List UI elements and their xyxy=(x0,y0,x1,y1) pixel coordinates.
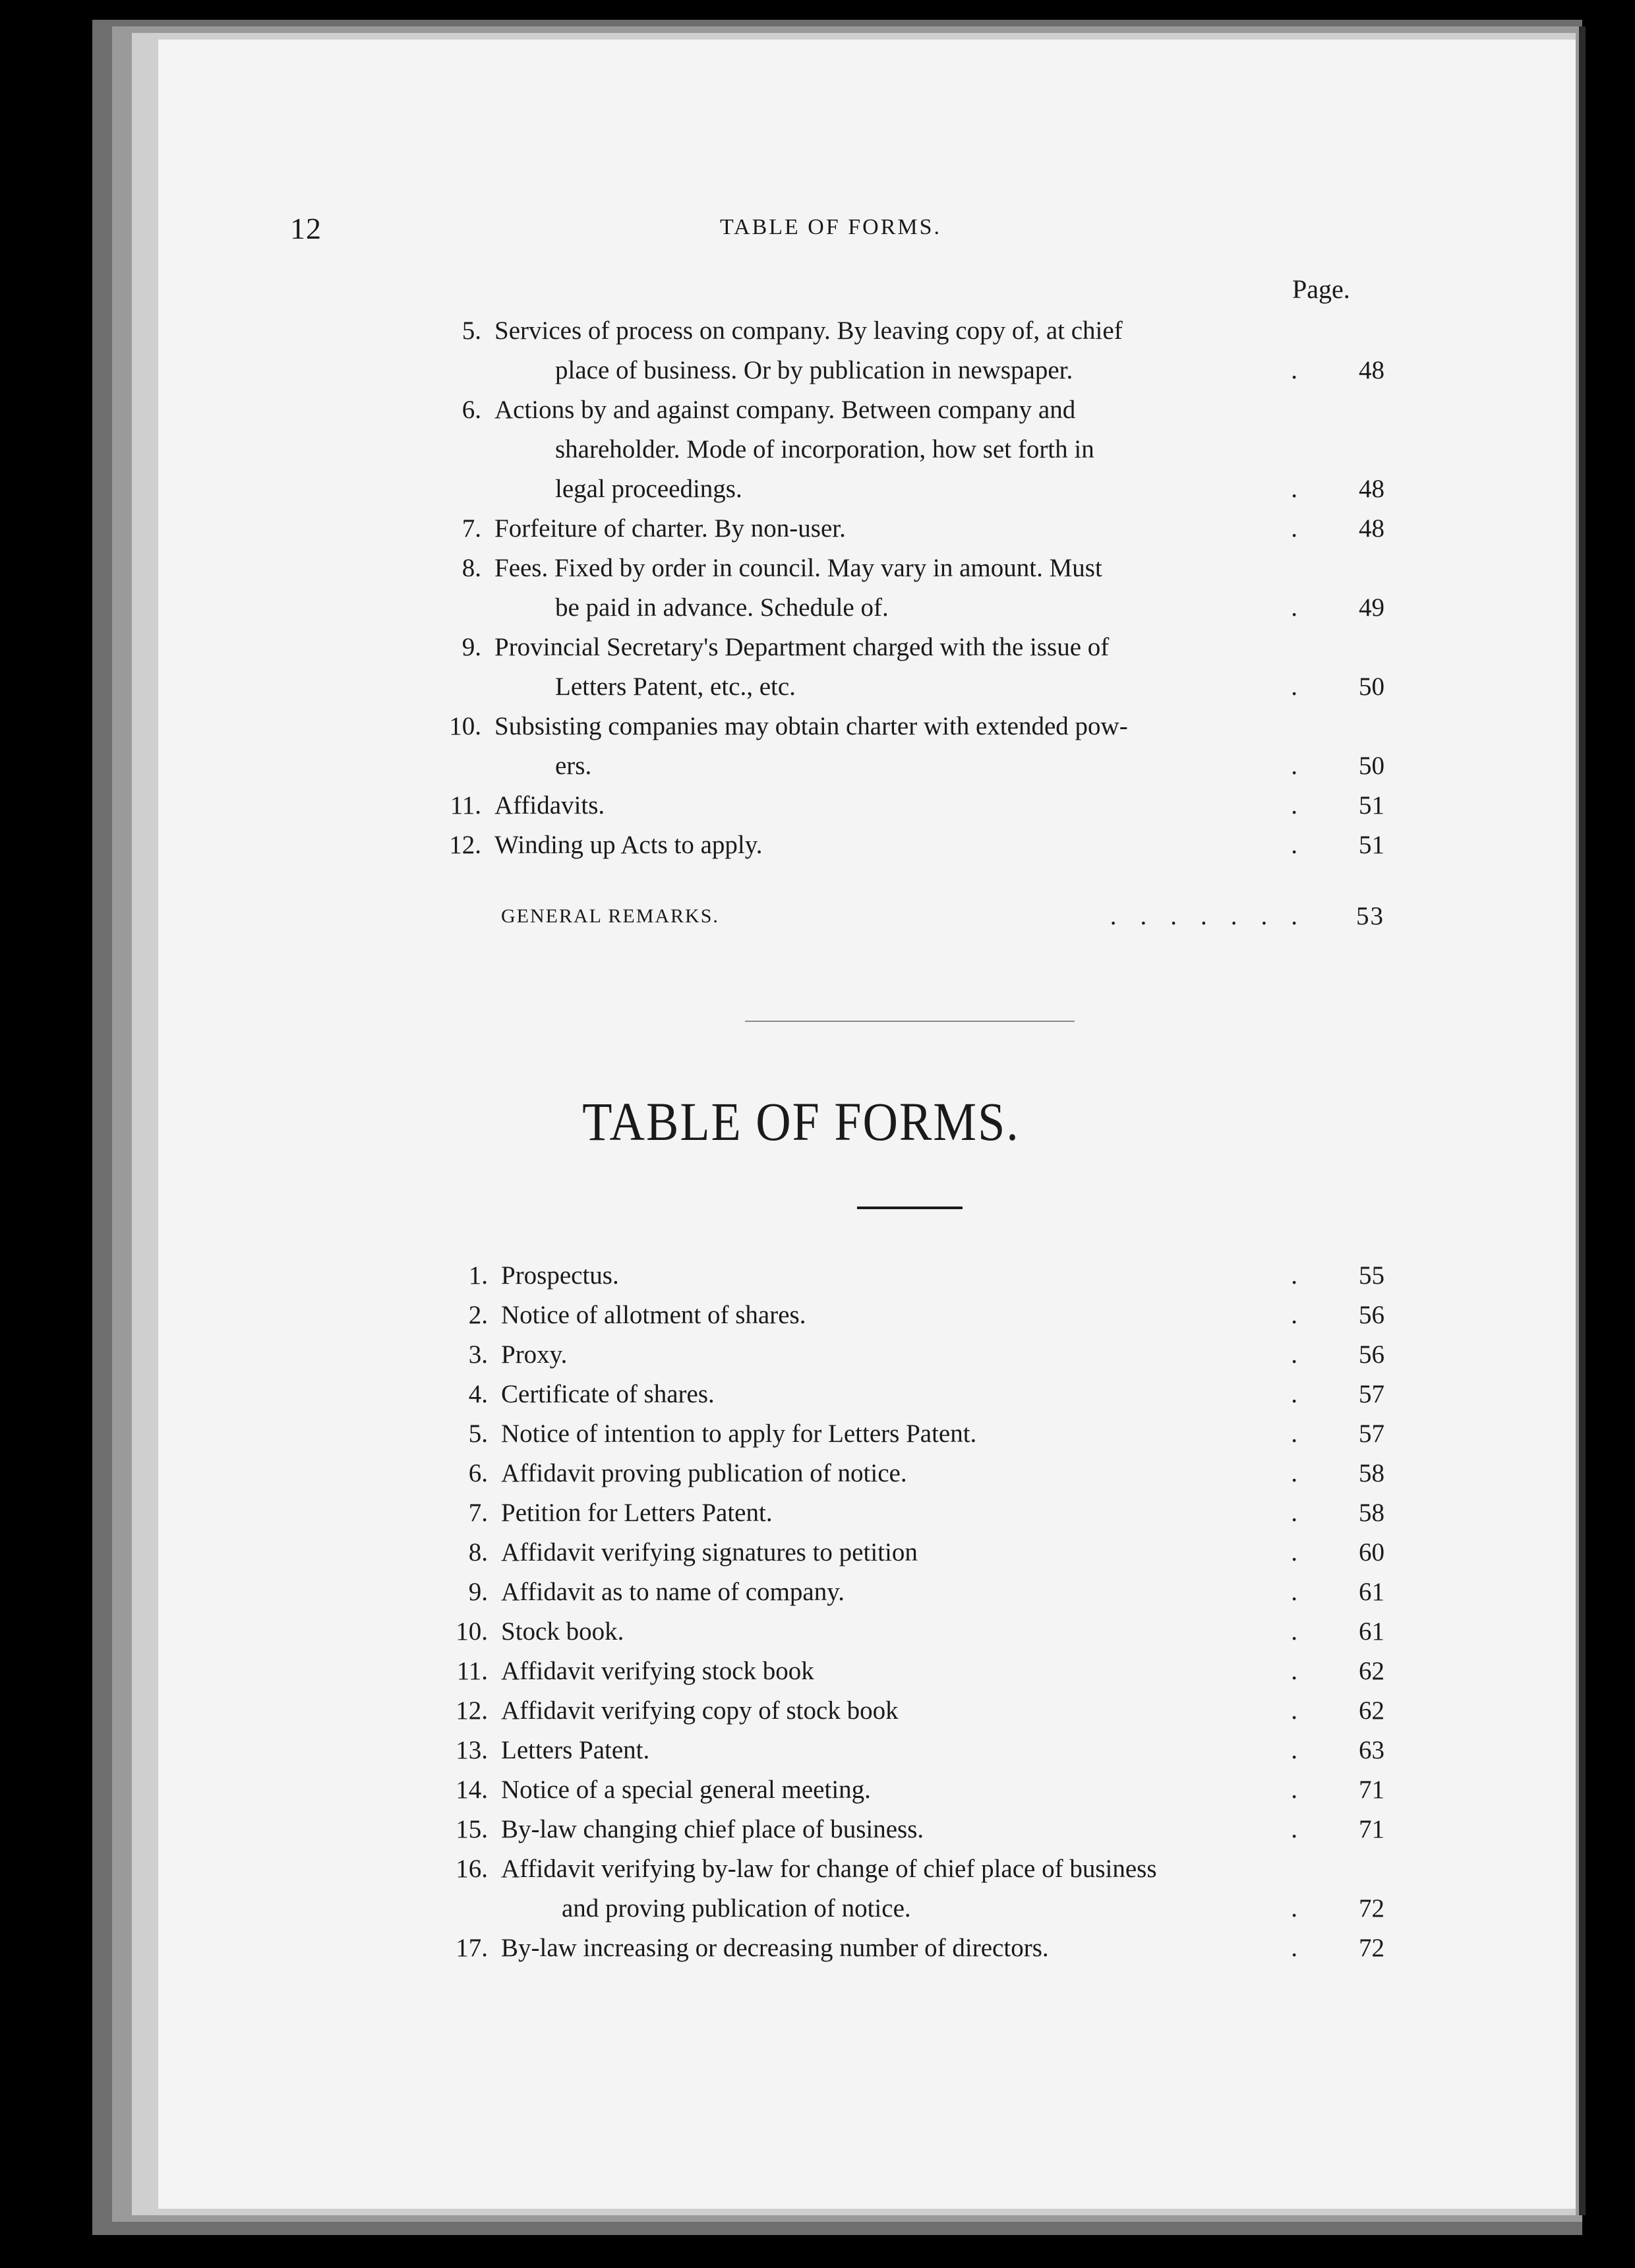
entry-line xyxy=(494,588,1384,628)
entry-text: Notice of allotment of shares. xyxy=(501,1301,806,1329)
entry-text: Affidavit verifying copy of stock book xyxy=(501,1696,899,1725)
contents-entry xyxy=(461,509,1384,549)
section-divider xyxy=(745,1021,1075,1022)
page-ref: 72 xyxy=(1359,1894,1384,1923)
dot-leader: . xyxy=(1291,1894,1321,1923)
page-ref: 51 xyxy=(1359,831,1384,859)
entry-line xyxy=(468,1335,1384,1375)
form-entry xyxy=(456,1770,1384,1810)
page-ref: 58 xyxy=(1359,1499,1384,1527)
entry-line xyxy=(461,628,1384,667)
entry-number: 16. xyxy=(456,1855,488,1883)
entry-number: 5. xyxy=(468,1419,488,1448)
page-ref: 60 xyxy=(1359,1538,1384,1567)
page-ref: 48 xyxy=(1359,514,1384,543)
entry-line xyxy=(461,509,1384,549)
entry-line xyxy=(456,1731,1384,1770)
entry-number: 10. xyxy=(449,712,481,740)
entry-text: Stock book. xyxy=(501,1617,624,1646)
dot-leader: . xyxy=(1291,1261,1321,1290)
dot-leader: . xyxy=(1291,1340,1321,1369)
dot-leader: . xyxy=(1291,1736,1321,1764)
entry-text: Affidavits. xyxy=(494,791,605,820)
general-remarks-label: GENERAL REMARKS. xyxy=(501,905,719,927)
entry-line xyxy=(461,549,1384,588)
page-ref: 57 xyxy=(1359,1380,1384,1408)
page-ref: 71 xyxy=(1359,1776,1384,1804)
scan-border xyxy=(1579,26,1586,2215)
dot-leader: . xyxy=(1291,1696,1321,1725)
entry-number: 9. xyxy=(468,1578,488,1606)
page-ref: 51 xyxy=(1359,791,1384,820)
entry-line xyxy=(468,1375,1384,1414)
dot-leader: . xyxy=(1291,593,1321,622)
dot-leader: . xyxy=(1291,1419,1321,1448)
form-entry xyxy=(456,1612,1384,1652)
entry-text: Subsisting companies may obtain charter with extended pow- xyxy=(494,712,1128,740)
entry-text: Petition for Letters Patent. xyxy=(501,1499,773,1527)
forms-list xyxy=(456,1256,1384,1968)
dot-leader: . xyxy=(1291,1301,1321,1329)
form-entry xyxy=(468,1414,1384,1454)
entry-text: Notice of intention to apply for Letters Patent. xyxy=(501,1419,977,1448)
entry-line xyxy=(468,1493,1384,1533)
form-entry xyxy=(456,1928,1384,1968)
entry-number: 13. xyxy=(456,1736,488,1764)
entry-text: Provincial Secretary's Department charged with the issue of xyxy=(494,633,1110,661)
page-ref: 55 xyxy=(1359,1261,1384,1290)
dot-leader: . xyxy=(1291,1657,1321,1685)
entry-text: legal proceedings. xyxy=(555,475,742,503)
form-entry xyxy=(468,1572,1384,1612)
dot-leader: . xyxy=(1291,1459,1321,1487)
scan-border xyxy=(1582,0,1635,2268)
entry-line xyxy=(468,1296,1384,1335)
dot-leader: . xyxy=(1291,514,1321,543)
entry-text: ers. xyxy=(555,752,592,780)
entry-number: 14. xyxy=(456,1776,488,1804)
form-entry xyxy=(468,1296,1384,1335)
entry-line xyxy=(501,1889,1384,1928)
entry-line xyxy=(494,667,1384,707)
dot-leader: . xyxy=(1291,1934,1321,1962)
entry-text: place of business. Or by publication in newspaper. xyxy=(555,356,1073,384)
page-ref: 57 xyxy=(1359,1419,1384,1448)
forms-heading: TABLE OF FORMS. xyxy=(582,1092,1020,1152)
form-entry xyxy=(456,1810,1384,1849)
contents-list xyxy=(449,311,1384,865)
dot-leader: . xyxy=(1291,356,1321,384)
contents-entry xyxy=(461,390,1384,509)
entry-line xyxy=(456,1810,1384,1849)
entry-number: 8. xyxy=(461,554,481,582)
form-entry xyxy=(468,1533,1384,1572)
entry-number: 17. xyxy=(456,1934,488,1962)
contents-entry xyxy=(461,549,1384,628)
dot-leader: . xyxy=(1291,672,1321,701)
entry-text: Proxy. xyxy=(501,1340,568,1369)
dot-leader: ....... xyxy=(1110,902,1321,930)
page-ref: 58 xyxy=(1359,1459,1384,1487)
running-title: TABLE OF FORMS. xyxy=(719,215,942,239)
entry-line xyxy=(456,1612,1384,1652)
contents-entry xyxy=(449,825,1384,865)
form-entry xyxy=(456,1849,1384,1928)
entry-text: Winding up Acts to apply. xyxy=(494,831,763,859)
dot-leader: . xyxy=(1291,752,1321,780)
page-column-label: Page. xyxy=(1292,274,1350,304)
page-ref: 61 xyxy=(1359,1617,1384,1646)
entry-number: 12. xyxy=(449,831,481,859)
entry-number: 10. xyxy=(456,1617,488,1646)
entry-number: 11. xyxy=(456,1657,488,1685)
dot-leader: . xyxy=(1291,1578,1321,1606)
entry-line xyxy=(450,786,1384,825)
entry-line xyxy=(449,825,1384,865)
entry-text: Prospectus. xyxy=(501,1261,619,1290)
page-ref: 56 xyxy=(1359,1340,1384,1369)
entry-number: 9. xyxy=(461,633,481,661)
entry-number: 6. xyxy=(461,396,481,424)
entry-number: 2. xyxy=(468,1301,488,1329)
form-entry xyxy=(468,1454,1384,1493)
entry-line xyxy=(494,746,1384,786)
entry-number: 8. xyxy=(468,1538,488,1567)
page-number: 12 xyxy=(290,212,322,245)
entry-number: 7. xyxy=(461,514,481,543)
entry-text: By-law changing chief place of business. xyxy=(501,1815,924,1843)
contents-entry xyxy=(449,707,1384,786)
form-entry xyxy=(456,1652,1384,1691)
page-ref: 72 xyxy=(1359,1934,1384,1962)
page-ref: 62 xyxy=(1359,1696,1384,1725)
contents-entry xyxy=(461,311,1384,390)
entry-number: 15. xyxy=(456,1815,488,1843)
entry-line xyxy=(456,1849,1384,1889)
entry-text: Forfeiture of charter. By non-user. xyxy=(494,514,846,543)
entry-line xyxy=(449,707,1384,746)
form-entry xyxy=(468,1375,1384,1414)
page-ref: 49 xyxy=(1359,593,1384,622)
entry-text: Certificate of shares. xyxy=(501,1380,715,1408)
entry-text: Letters Patent, etc., etc. xyxy=(555,672,796,701)
dot-leader: . xyxy=(1291,1617,1321,1646)
dot-leader: . xyxy=(1291,475,1321,503)
form-entry xyxy=(468,1493,1384,1533)
entry-number: 1. xyxy=(468,1261,488,1290)
entry-text: Affidavit verifying signatures to petition xyxy=(501,1538,918,1567)
entry-number: 11. xyxy=(450,791,481,820)
dot-leader: . xyxy=(1291,1538,1321,1567)
entry-number: 6. xyxy=(468,1459,488,1487)
page-ref: 53 xyxy=(1356,902,1384,930)
entry-text: Letters Patent. xyxy=(501,1736,650,1764)
entry-number: 7. xyxy=(468,1499,488,1527)
heading-rule xyxy=(857,1207,963,1209)
entry-line xyxy=(456,1691,1384,1731)
page-ref: 62 xyxy=(1359,1657,1384,1685)
page-ref: 71 xyxy=(1359,1815,1384,1843)
entry-text: Affidavit verifying by-law for change of chief place of business xyxy=(501,1855,1157,1883)
entry-number: 4. xyxy=(468,1380,488,1408)
page-ref: 56 xyxy=(1359,1301,1384,1329)
entry-text: shareholder. Mode of incorporation, how set forth in xyxy=(555,435,1094,463)
entry-text: be paid in advance. Schedule of. xyxy=(555,593,889,622)
contents-entry xyxy=(461,628,1384,707)
entry-line xyxy=(456,1928,1384,1968)
book-page xyxy=(158,40,1576,2209)
entry-line xyxy=(468,1533,1384,1572)
entry-text: Actions by and against company. Between company and xyxy=(494,396,1076,424)
page-ref: 63 xyxy=(1359,1736,1384,1764)
dot-leader: . xyxy=(1291,1499,1321,1527)
entry-line xyxy=(494,430,1384,469)
entry-line xyxy=(494,351,1384,390)
entry-line xyxy=(461,390,1384,430)
entry-text: and proving publication of notice. xyxy=(562,1894,911,1923)
entry-line xyxy=(461,311,1384,351)
page-ref: 48 xyxy=(1359,475,1384,503)
entry-line xyxy=(468,1572,1384,1612)
page-ref: 50 xyxy=(1359,672,1384,701)
page-ref: 50 xyxy=(1359,752,1384,780)
entry-line xyxy=(494,469,1384,509)
entry-line xyxy=(456,1652,1384,1691)
page-ref: 61 xyxy=(1359,1578,1384,1606)
entry-text: Affidavit verifying stock book xyxy=(501,1657,814,1685)
form-entry xyxy=(468,1335,1384,1375)
entry-text: Notice of a special general meeting. xyxy=(501,1776,871,1804)
entry-text: Services of process on company. By leaving copy of, at chief xyxy=(494,316,1123,345)
entry-line xyxy=(468,1414,1384,1454)
dot-leader: . xyxy=(1291,1380,1321,1408)
entry-line xyxy=(468,1256,1384,1296)
dot-leader: . xyxy=(1291,791,1321,820)
form-entry xyxy=(456,1731,1384,1770)
general-remarks-entry xyxy=(501,897,1384,936)
entry-text: Fees. Fixed by order in council. May vary in amount. Must xyxy=(494,554,1102,582)
entry-text: Affidavit as to name of company. xyxy=(501,1578,845,1606)
dot-leader: . xyxy=(1291,1815,1321,1843)
running-head xyxy=(290,211,1371,251)
entry-text: By-law increasing or decreasing number of directors. xyxy=(501,1934,1049,1962)
contents-entry xyxy=(450,786,1384,825)
entry-number: 5. xyxy=(461,316,481,345)
entry-line xyxy=(456,1770,1384,1810)
entry-number: 12. xyxy=(456,1696,488,1725)
dot-leader: . xyxy=(1291,831,1321,859)
dot-leader: . xyxy=(1291,1776,1321,1804)
form-entry xyxy=(456,1691,1384,1731)
form-entry xyxy=(468,1256,1384,1296)
entry-text: Affidavit proving publication of notice. xyxy=(501,1459,907,1487)
page-ref: 48 xyxy=(1359,356,1384,384)
entry-number: 3. xyxy=(468,1340,488,1369)
entry-line xyxy=(468,1454,1384,1493)
